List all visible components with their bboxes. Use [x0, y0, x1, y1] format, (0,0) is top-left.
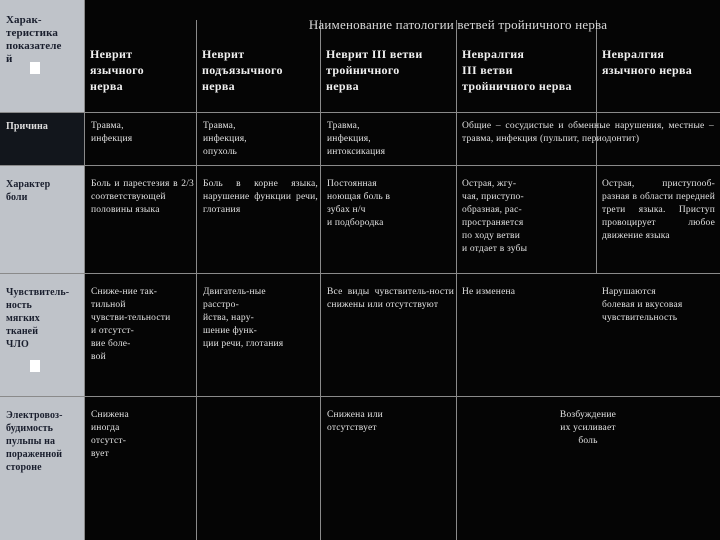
row-label-sensitivity: Чувствитель- ность мягких тканей ЧЛО	[6, 287, 70, 350]
table-title: Наименование патологии ветвей тройничного нерва	[308, 17, 608, 32]
cell-sens-trigeminal-iii-neuralgia: Не изменена	[462, 287, 516, 297]
row-label-electroexcitability: Электровоз- будимость пульпы на пораженной стороне	[6, 410, 63, 473]
row-label-cause: Причина	[6, 121, 48, 132]
row-label-pain: Характер боли	[6, 179, 51, 203]
cell-electro-hypoglossal-neuritis	[203, 409, 318, 509]
col-header-trigeminal-iii-neuralgia: Невралгия III ветви тройничного нерва	[462, 47, 572, 93]
row-divider	[0, 112, 720, 113]
cell-sens-hypoglossal-neuritis: Двигатель-ные расстро- йства, нару- шение функ- ции речи, глотания	[203, 287, 284, 349]
col-divider	[456, 20, 457, 540]
cell-cause-trigeminal-iii-neuritis: Травма, инфекция, интоксикация	[327, 121, 386, 157]
col-header-hypoglossal-neuritis: Неврит подъязычного нерва	[202, 47, 283, 93]
cell-electro-trigeminal-iii-neuritis: Снижена или отсутствует	[327, 410, 383, 433]
cell-electro-neuralgias: Возбуждение их усиливает боль	[559, 410, 617, 446]
cell-pain-lingual-neuritis: Боль и парестезия в 2/3 соответствующей половины языка	[91, 179, 194, 215]
cell-pain-trigeminal-iii-neuralgia: Острая, жгу- чая, приступо- образная, рас- пространяется по ходу ветви и отдает в зубы	[462, 179, 528, 254]
col-header-lingual-neuritis: Неврит язычного нерва	[90, 47, 144, 93]
col-header-trigeminal-iii-neuritis: Неврит III ветви тройничного нерва	[326, 47, 423, 93]
col-header-lingual-neuralgia: Невралгия язычного нерва	[602, 47, 693, 77]
cell-pain-trigeminal-iii-neuritis: Постоянная ноющая боль в зубах н/ч и подбородка	[327, 179, 391, 228]
cell-electro-lingual-neuritis: Снижена иногда отсутст- вует	[91, 410, 129, 459]
row-divider	[0, 396, 720, 397]
cell-pain-lingual-neuralgia: Острая, приступооб-разная в области передней трети языка. Приступ провоцирует любое движение языка	[602, 179, 715, 241]
cell-cause-hypoglossal-neuritis: Травма, инфекция, опухоль	[203, 121, 247, 157]
cell-sens-lingual-neuritis: Сниже-ние так- тильной чувстви-тельности и отсутст- вие боле- вой	[91, 287, 171, 362]
row-divider	[0, 273, 720, 274]
col-divider	[84, 0, 85, 540]
corner-label: Харак- теристика показателе й	[6, 14, 62, 65]
col-divider	[320, 20, 321, 540]
col-divider	[196, 20, 197, 540]
cell-cause-lingual-neuritis: Травма, инфекция	[91, 121, 133, 144]
row-divider	[0, 165, 720, 166]
cell-cause-neuralgias: Общие – сосудистые и обменные нарушения, местные – травма, инфекция (пульпит, периодонтит)	[462, 121, 714, 144]
cell-sens-trigeminal-iii-neuritis: Все виды чувствитель-ности снижены или отсутствуют	[327, 287, 454, 310]
cell-pain-hypoglossal-neuritis: Боль в корне языка, нарушение функции речи, глотания	[203, 179, 318, 215]
cell-sens-lingual-neuralgia: Нарушаются болевая и вкусовая чувствительность	[602, 287, 683, 323]
